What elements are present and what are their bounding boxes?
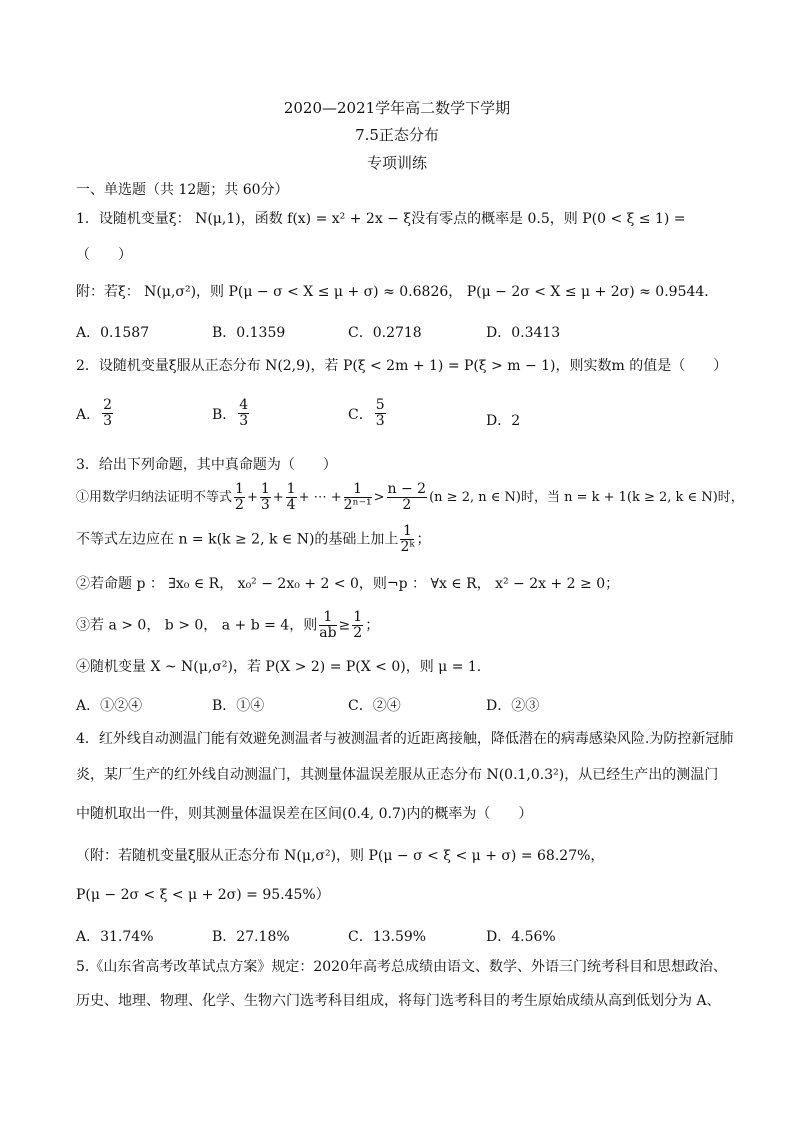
q3-frac-1-2 [234,482,245,514]
q3-prop3-text-a: ③若 a > 0， b > 0， a + b = 4，则 [76,617,318,634]
q3-frac-1-ab [319,610,336,642]
q3-stem: 3．给出下列命题，其中真命题为（ ） [76,457,337,473]
q3-frac7-den: ab [319,625,337,642]
q3-frac5-den: 2 [402,497,412,514]
q3-frac6-num: 1 [400,524,414,540]
q3-frac1-den: 2 [235,497,244,514]
q3-prop1-text-a: ①用数学归纳法证明不等式 [76,490,233,506]
q3-frac7-num: 1 [319,610,336,626]
header-title: 2020—2021学年高二数学下学期 [283,99,511,117]
q4-option-a[interactable]: A．31.74% [76,929,154,945]
q2-option-a[interactable] [76,398,115,430]
q3-frac4-num: 1 [344,482,372,498]
q3-prop1-line2 [76,524,724,556]
q3-prop1-text-d: (n ≥ 2, n ∈ N)时，当 n = k + 1(k ≥ 2, k ∈ N)时， [429,490,744,506]
q3-option-b[interactable]: B．①④ [212,698,265,714]
q1-option-a[interactable]: A．0.1587 [76,325,150,341]
q3-frac2-num: 1 [260,481,270,497]
q3-frac5-num: n − 2 [387,481,427,497]
q5-line1: 5.《山东省高考改革试点方案》规定：2020年高考总成绩由语文、数学、外语三门统考科目和思想政治、 [76,959,727,975]
q3-option-a[interactable]: A．①②④ [76,698,143,714]
q3-frac-n2-2 [387,482,428,514]
header-subtitle: 7.5正态分布 [355,126,439,144]
q1-option-d[interactable]: D．0.3413 [486,325,561,341]
q4-option-d[interactable]: D．4.56% [486,929,556,945]
q3-prop2: ②若命题 p ： ∃x₀ ∈ R， x₀² − 2x₀ + 2 < 0，则¬p ： ∀x ∈ R， x² − 2x + 2 ≥ 0； [76,576,620,592]
q5-line2: 历史、地理、物理、化学、生物六门选考科目组成，将每门选考科目的考生原始成绩从高到低划分为 A、 [76,993,721,1009]
q4-option-c[interactable]: C．13.59% [348,929,427,945]
q2-option-b-label: B． [212,406,237,423]
q4-line1: 4．红外线自动测温门能有效避免测温者与被测温者的近距离接触，降低潜在的病毒感染风险.为防控新冠肺 [76,731,734,747]
q3-frac6-den: 2ᵏ [400,539,415,556]
q1-option-b[interactable]: B．0.1359 [212,325,286,341]
q3-option-c[interactable]: C．②④ [348,698,401,714]
q2-option-d[interactable]: D．2 [486,413,521,429]
q3-frac2-den: 3 [260,497,270,514]
q2-stem: 2．设随机变量ξ服从正态分布 N(2,9)，若 P(ξ < 2m + 1) = P(ξ > m − 1)，则实数m 的值是（ ） [76,358,728,374]
q3-prop1-text-e: 不等式左边应在 n = k(k ≥ 2, k ∈ N)的基础上加上 [76,531,399,548]
q2-option-b-fraction [238,398,249,430]
q3-frac4-den: 2ⁿ⁻¹ [343,497,372,514]
q3-prop1-text-c: > [373,490,385,506]
q3-frac8-num: 1 [353,609,363,625]
section-title: 一、单选题（共 12题；共 60分） [76,182,289,198]
q3-frac-1-2k [400,524,414,556]
q4-line5: P(μ − 2σ < ξ < μ + 2σ) = 95.45%） [76,887,330,903]
q2-option-b-den: 3 [239,413,249,430]
q3-frac-1-2b [352,610,363,642]
q2-option-c-num: 5 [375,397,385,413]
q2-option-c-den: 3 [375,413,385,430]
q3-option-d[interactable]: D．②③ [486,698,540,714]
q1-note: 附：若ξ： N(μ,σ²)，则 P(μ − σ < X ≤ μ + σ) ≈ 0.6826， P(μ − 2σ < X ≤ μ + 2σ) ≈ 0.9544． [76,284,719,300]
q3-frac8-den: 2 [353,625,363,642]
q3-prop3-text-c: ； [365,617,380,634]
q3-prop3-text-b: ≥ [338,617,351,634]
q2-option-a-fraction [102,398,113,430]
q3-prop1-text-f: ； [416,531,431,548]
q4-line2: 炎，某厂生产的红外线自动测温门，其测量体温误差服从正态分布 N(0.1,0.3²)，从已经生产出的测温门 [76,767,719,783]
q3-frac-1-3 [260,482,271,514]
q3-prop1-line1: ①用数学归纳法证明不等式 $\frac{1}{2}$ + $\frac{1}{3}$ + $\frac{1}{4}$ + ⋯ + $\frac{1}{\text{2ⁿ⁻¹}}$ > $\frac{n - 2}{2}$ (n ≥ 2, n ∈ N)时，当 n = k + 1(k ≥ 2, k ∈ N)时， [76,481,744,514]
q3-frac-1-4 [286,482,297,514]
q2-option-a-label: A． [76,406,101,423]
q3-prop1-text-b: + ⋯ + [298,490,342,506]
q1-paren: （ ） [76,247,132,263]
q3-frac3-den: 4 [286,497,296,514]
q2-option-b-num: 4 [239,397,249,413]
q4-line4: （附：若随机变量ξ服从正态分布 N(μ,σ²)，则 P(μ − σ < ξ < μ + σ) = 68.27%， [76,848,605,864]
q2-option-c-label: C． [348,406,373,423]
q2-option-c[interactable] [348,398,388,430]
q1-option-c[interactable]: C．0.2718 [348,325,422,341]
q4-option-b[interactable]: B．27.18% [212,929,290,945]
q1-stem: 1．设随机变量ξ： N(μ,1)，函数 f(x) = x² + 2x − ξ没有零点的概率是 0.5，则 P(0 < ξ ≤ 1) = [76,211,686,227]
q2-option-c-fraction [375,398,386,430]
q4-line3: 中随机取出一件，则其测量体温误差在区间(0.4, 0.7)内的概率为（ ） [76,806,533,822]
header-subtitle-2: 专项训练 [366,154,427,172]
q3-prop4: ④随机变量 X ~ N(μ,σ²)，若 P(X > 2) = P(X < 0)，则 μ = 1. [76,659,482,675]
q3-frac3-num: 1 [286,481,296,497]
q2-option-a-num: 2 [103,397,113,413]
q2-option-a-den: 3 [103,413,113,430]
q3-frac1-num: 1 [235,481,244,497]
q3-frac-1-2n [344,482,372,514]
q3-prop3 [76,610,724,642]
q2-option-b[interactable] [212,398,251,430]
